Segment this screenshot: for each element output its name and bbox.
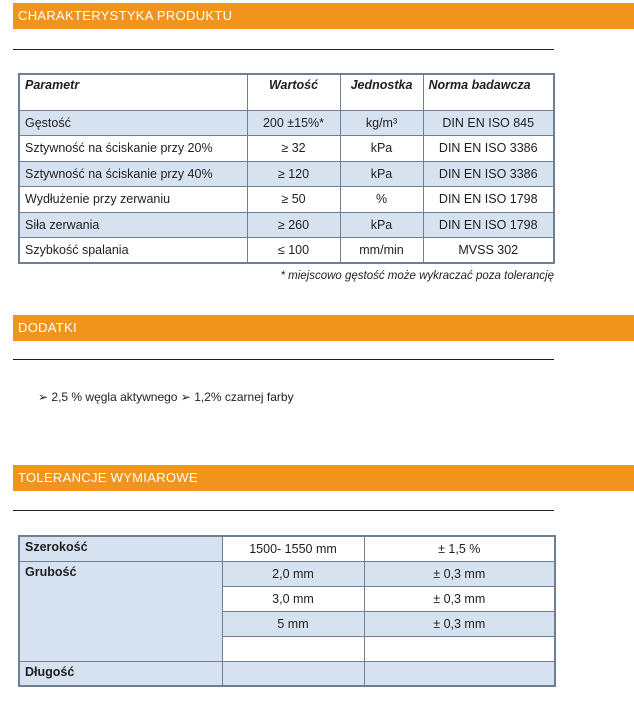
unit-cell: kPa [340, 212, 423, 238]
spec-header-row [19, 74, 554, 110]
table-row [19, 212, 554, 238]
thickness-tolerance: ± 0,3 mm [364, 561, 555, 586]
section-header-additions: DODATKI [13, 315, 634, 341]
table-row [19, 187, 554, 213]
length-tolerance [364, 661, 555, 686]
width-value: 1500- 1550 mm [222, 536, 364, 561]
col-header-value: Wartość [247, 74, 340, 110]
length-label: Długość [19, 661, 222, 686]
section-rule [13, 49, 554, 50]
value-cell: ≥ 32 [247, 136, 340, 162]
standard-cell: DIN EN ISO 1798 [423, 212, 554, 238]
section-header-tolerances: TOLERANCJE WYMIAROWE [13, 465, 634, 491]
param-cell: Sztywność na ściskanie przy 40% [19, 161, 247, 187]
spec-table [18, 73, 555, 264]
length-value [222, 661, 364, 686]
value-cell: ≥ 120 [247, 161, 340, 187]
standard-cell: DIN EN ISO 3386 [423, 136, 554, 162]
thickness-value: 2,0 mm [222, 561, 364, 586]
thickness-tolerance [364, 636, 555, 661]
table-row [19, 661, 555, 686]
unit-cell: kPa [340, 136, 423, 162]
dimensions-table [18, 535, 556, 687]
table-row [19, 110, 554, 136]
thickness-tolerance: ± 0,3 mm [364, 586, 555, 611]
value-cell: ≤ 100 [247, 238, 340, 264]
standard-cell: DIN EN ISO 1798 [423, 187, 554, 213]
table-row [19, 238, 554, 264]
value-cell: 200 ±15%* [247, 110, 340, 136]
thickness-value: 5 mm [222, 611, 364, 636]
param-cell: Gęstość [19, 110, 247, 136]
table-row [19, 561, 555, 586]
value-cell: ≥ 260 [247, 212, 340, 238]
thickness-label: Grubość [19, 561, 222, 661]
param-cell: Wydłużenie przy zerwaniu [19, 187, 247, 213]
section-rule [13, 359, 554, 360]
thickness-tolerance: ± 0,3 mm [364, 611, 555, 636]
standard-cell: DIN EN ISO 3386 [423, 161, 554, 187]
unit-cell: kPa [340, 161, 423, 187]
thickness-value: 3,0 mm [222, 586, 364, 611]
standard-cell: MVSS 302 [423, 238, 554, 264]
width-label: Szerokość [19, 536, 222, 561]
section-rule [13, 510, 554, 511]
value-cell: ≥ 50 [247, 187, 340, 213]
param-cell: Sztywność na ściskanie przy 20% [19, 136, 247, 162]
unit-cell: mm/min [340, 238, 423, 264]
standard-cell: DIN EN ISO 845 [423, 110, 554, 136]
col-header-parameter: Parametr [19, 74, 247, 110]
thickness-value [222, 636, 364, 661]
width-tolerance: ± 1,5 % [364, 536, 555, 561]
param-cell: Szybkość spalania [19, 238, 247, 264]
col-header-standard: Norma badawcza [423, 74, 554, 110]
param-cell: Siła zerwania [19, 212, 247, 238]
col-header-unit: Jednostka [340, 74, 423, 110]
unit-cell: kg/m³ [340, 110, 423, 136]
table-row [19, 136, 554, 162]
table-row [19, 161, 554, 187]
unit-cell: % [340, 187, 423, 213]
table-row [19, 536, 555, 561]
section-header-characteristics: CHARAKTERYSTYKA PRODUKTU [13, 3, 634, 29]
additions-list: ➢ 2,5 % węgla aktywnego ➢ 1,2% czarnej farby [38, 390, 294, 404]
density-footnote: * miejscowo gęstość może wykraczać poza tolerancję [280, 270, 554, 282]
